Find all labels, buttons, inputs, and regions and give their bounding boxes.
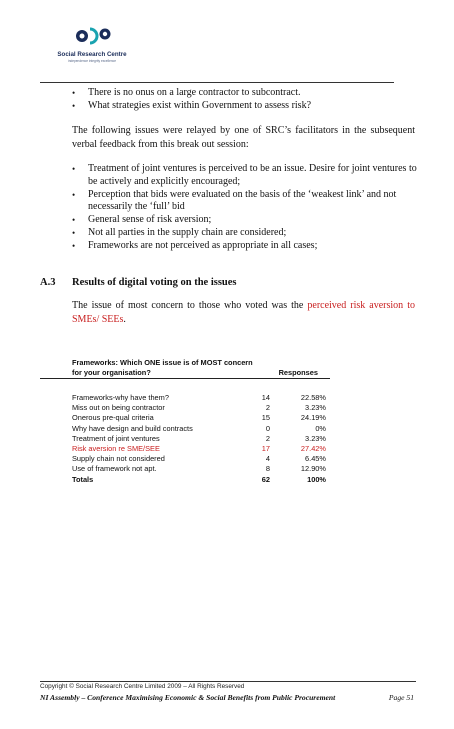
top-bullet-list <box>72 87 417 113</box>
table-row <box>40 393 330 403</box>
bullet-icon: • <box>72 101 76 111</box>
voting-results-table <box>40 358 330 485</box>
list-item: • Perception that bids were evaluated on the basis of the ‘weakest link’ and not necessarily the ‘full’ bid <box>72 188 397 212</box>
table-heading-line2: for your organisation? <box>72 367 151 377</box>
table-row-highlighted <box>40 444 330 454</box>
results-paragraph: The issue of most concern to those who voted was the perceived risk aversion to SMEs/ SEEs. <box>72 300 415 325</box>
row-percent: 27.42% <box>300 443 326 453</box>
section-title: Results of digital voting on the issues <box>72 277 237 288</box>
highlight-text: perceived risk aversion to SMEs/ SEEs <box>72 300 415 325</box>
table-row <box>40 464 330 474</box>
table-row <box>40 424 330 434</box>
table-row <box>40 403 330 413</box>
row-label: Miss out on being contractor <box>72 403 165 413</box>
row-count: 15 <box>261 413 270 423</box>
feedback-bullet-list <box>72 163 417 253</box>
list-item: • Frameworks are not perceived as appropriate in all cases; <box>72 240 318 251</box>
list-item: • What strategies exist within Government to assess risk? <box>72 100 312 111</box>
row-count: 4 <box>265 454 270 464</box>
copyright-notice: Copyright © Social Research Centre Limited 2009 – All Rights Reserved <box>40 683 245 690</box>
row-percent: 3.23% <box>305 433 326 443</box>
bullet-icon: • <box>72 228 76 238</box>
row-label: Onerous pre-qual criteria <box>72 413 154 423</box>
table-header <box>40 358 330 377</box>
bullet-icon: • <box>72 88 76 98</box>
page-number: Page 51 <box>388 693 414 702</box>
row-percent: 0% <box>315 423 326 433</box>
row-label: Frameworks-why have them? <box>72 393 169 402</box>
total-label: Totals <box>72 474 94 484</box>
total-count: 62 <box>261 474 270 484</box>
row-percent: 3.23% <box>305 403 326 413</box>
logo-tagline: independence integrity excellence <box>67 59 117 63</box>
row-label: Risk aversion re SME/SEE <box>72 443 160 453</box>
table-header-rule <box>40 378 330 379</box>
total-percent: 100% <box>307 474 326 484</box>
table-total-row <box>40 475 330 485</box>
intro-paragraph: The following issues were relayed by one of SRC’s facilitators in the subsequent verbal feedback from this break out session: <box>72 125 415 150</box>
bullet-icon: • <box>72 189 76 200</box>
list-item: • There is no onus on a large contractor to subcontract. <box>72 87 301 98</box>
table-row <box>40 413 330 423</box>
row-label: Why have design and build contracts <box>72 423 193 433</box>
logo-name: Social Research Centre <box>57 51 127 58</box>
row-count: 2 <box>265 403 270 413</box>
row-percent: 24.19% <box>300 413 326 423</box>
footer-rule <box>40 681 416 682</box>
header-rule <box>40 82 394 83</box>
table-body <box>40 393 330 485</box>
section-number: A.3 <box>40 277 56 288</box>
row-count: 17 <box>261 443 270 453</box>
row-count: 14 <box>261 393 270 402</box>
src-logo-mark-icon <box>74 24 114 48</box>
bullet-icon: • <box>72 215 76 225</box>
row-count: 8 <box>265 464 270 474</box>
list-item: • General sense of risk aversion; <box>72 214 212 225</box>
bullet-icon: • <box>72 241 76 251</box>
footer-title: NI Assembly – Conference Maximising Economic & Social Benefits from Public Procurement <box>40 693 336 702</box>
row-percent: 6.45% <box>305 454 326 464</box>
list-item: • Treatment of joint ventures is perceived to be an issue. Desire for joint ventures to be actively and explicitly encouraged; <box>72 163 417 187</box>
src-logo <box>52 24 132 70</box>
table-heading-line1: Frameworks: Which ONE issue is of MOST concern <box>72 358 253 367</box>
row-label: Treatment of joint ventures <box>72 433 160 443</box>
row-percent: 12.90% <box>300 464 326 474</box>
row-count: 2 <box>265 433 270 443</box>
table-row <box>40 454 330 464</box>
row-label: Supply chain not considered <box>72 454 165 464</box>
list-item: • Not all parties in the supply chain are considered; <box>72 227 287 238</box>
row-percent: 22.58% <box>300 393 326 402</box>
row-label: Use of framework not apt. <box>72 464 157 474</box>
row-count: 0 <box>265 423 270 433</box>
responses-header: Responses <box>278 367 318 377</box>
table-row <box>40 434 330 444</box>
bullet-icon: • <box>72 164 76 174</box>
